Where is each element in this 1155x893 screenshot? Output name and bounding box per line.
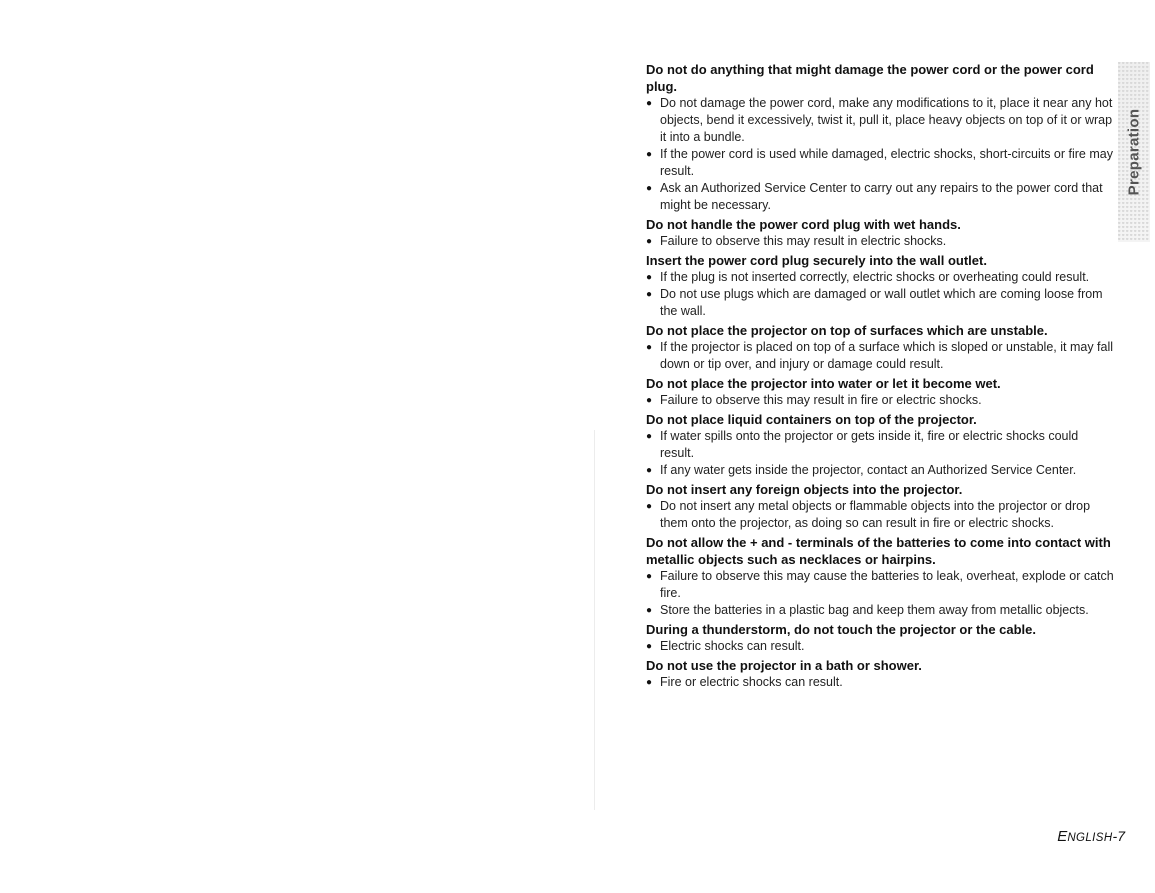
section-heading: Do not place the projector into water or let it become wet. <box>646 376 1001 391</box>
section-wet-hands <box>646 216 1114 250</box>
side-tab-label: Preparation <box>1125 108 1143 196</box>
section-unstable-surfaces <box>646 322 1114 373</box>
bullet-item: ● If the plug is not inserted correctly, electric shocks or overheating could result. <box>646 269 1114 286</box>
page-number <box>1057 828 1125 845</box>
section-battery-terminals <box>646 534 1114 619</box>
bullet-item: ● Do not use plugs which are damaged or wall outlet which are coming loose from the wall. <box>646 286 1114 320</box>
bullet-item: ● If the projector is placed on top of a surface which is sloped or unstable, it may fall down or tip over, and injury or damage could result. <box>646 339 1114 373</box>
bullet-list <box>646 392 1114 409</box>
bullet-list <box>646 638 1114 655</box>
section-thunderstorm <box>646 621 1114 655</box>
section-foreign-objects <box>646 481 1114 532</box>
bullet-list <box>646 95 1114 214</box>
bullet-item: ● Fire or electric shocks can result. <box>646 674 1114 691</box>
bullet-item: ● If the power cord is used while damaged, electric shocks, short-circuits or fire may result. <box>646 146 1114 180</box>
section-heading: Do not place liquid containers on top of the projector. <box>646 412 977 427</box>
bullet-item: ● Failure to observe this may cause the batteries to leak, overheat, explode or catch fire. <box>646 568 1114 602</box>
section-heading: Do not handle the power cord plug with wet hands. <box>646 217 961 232</box>
bullet-list <box>646 568 1114 619</box>
section-heading: Do not do anything that might damage the power cord or the power cord plug. <box>646 62 1094 94</box>
bullet-item: ● If any water gets inside the projector, contact an Authorized Service Center. <box>646 462 1114 479</box>
section-heading: Do not use the projector in a bath or shower. <box>646 658 922 673</box>
bullet-list <box>646 269 1114 320</box>
bullet-list <box>646 233 1114 250</box>
section-liquid-containers <box>646 411 1114 479</box>
page-word-rest: NGLISH <box>1067 832 1113 844</box>
bullet-item: ● Store the batteries in a plastic bag and keep them away from metallic objects. <box>646 602 1114 619</box>
section-bath-shower <box>646 657 1114 691</box>
bullet-list <box>646 428 1114 479</box>
bullet-item: ● Ask an Authorized Service Center to carry out any repairs to the power cord that might be necessary. <box>646 180 1114 214</box>
section-heading: Insert the power cord plug securely into the wall outlet. <box>646 253 987 268</box>
page-fold-line <box>594 430 595 810</box>
preparation-side-tab <box>1118 62 1150 242</box>
page-word-initial: E <box>1057 828 1068 845</box>
bullet-item: ● Do not insert any metal objects or flammable objects into the projector or drop them onto the projector, as doing so can result in fire or electric shocks. <box>646 498 1114 532</box>
bullet-item: ● Electric shocks can result. <box>646 638 1114 655</box>
section-heading: Do not place the projector on top of surfaces which are unstable. <box>646 323 1048 338</box>
bullet-list <box>646 498 1114 532</box>
bullet-item: ● Failure to observe this may result in electric shocks. <box>646 233 1114 250</box>
bullet-item: ● Failure to observe this may result in fire or electric shocks. <box>646 392 1114 409</box>
section-heading: During a thunderstorm, do not touch the projector or the cable. <box>646 622 1037 637</box>
section-wall-outlet <box>646 252 1114 320</box>
page-number-value: 7 <box>1117 828 1125 844</box>
bullet-item: ● Do not damage the power cord, make any modifications to it, place it near any hot objects, bend it excessively, twist it, pull it, place heavy objects on top of it or wrap it into a bundle. <box>646 95 1114 146</box>
section-power-cord-damage <box>646 61 1114 214</box>
section-water <box>646 375 1114 409</box>
bullet-item: ● If water spills onto the projector or gets inside it, fire or electric shocks could result. <box>646 428 1114 462</box>
section-heading: Do not insert any foreign objects into the projector. <box>646 482 963 497</box>
section-heading: Do not allow the + and - terminals of the batteries to come into contact with metallic objects such as necklaces or hairpins. <box>646 535 1111 567</box>
bullet-list <box>646 339 1114 373</box>
safety-precautions <box>646 61 1114 693</box>
page-separator: - <box>1112 828 1118 844</box>
bullet-list <box>646 674 1114 691</box>
